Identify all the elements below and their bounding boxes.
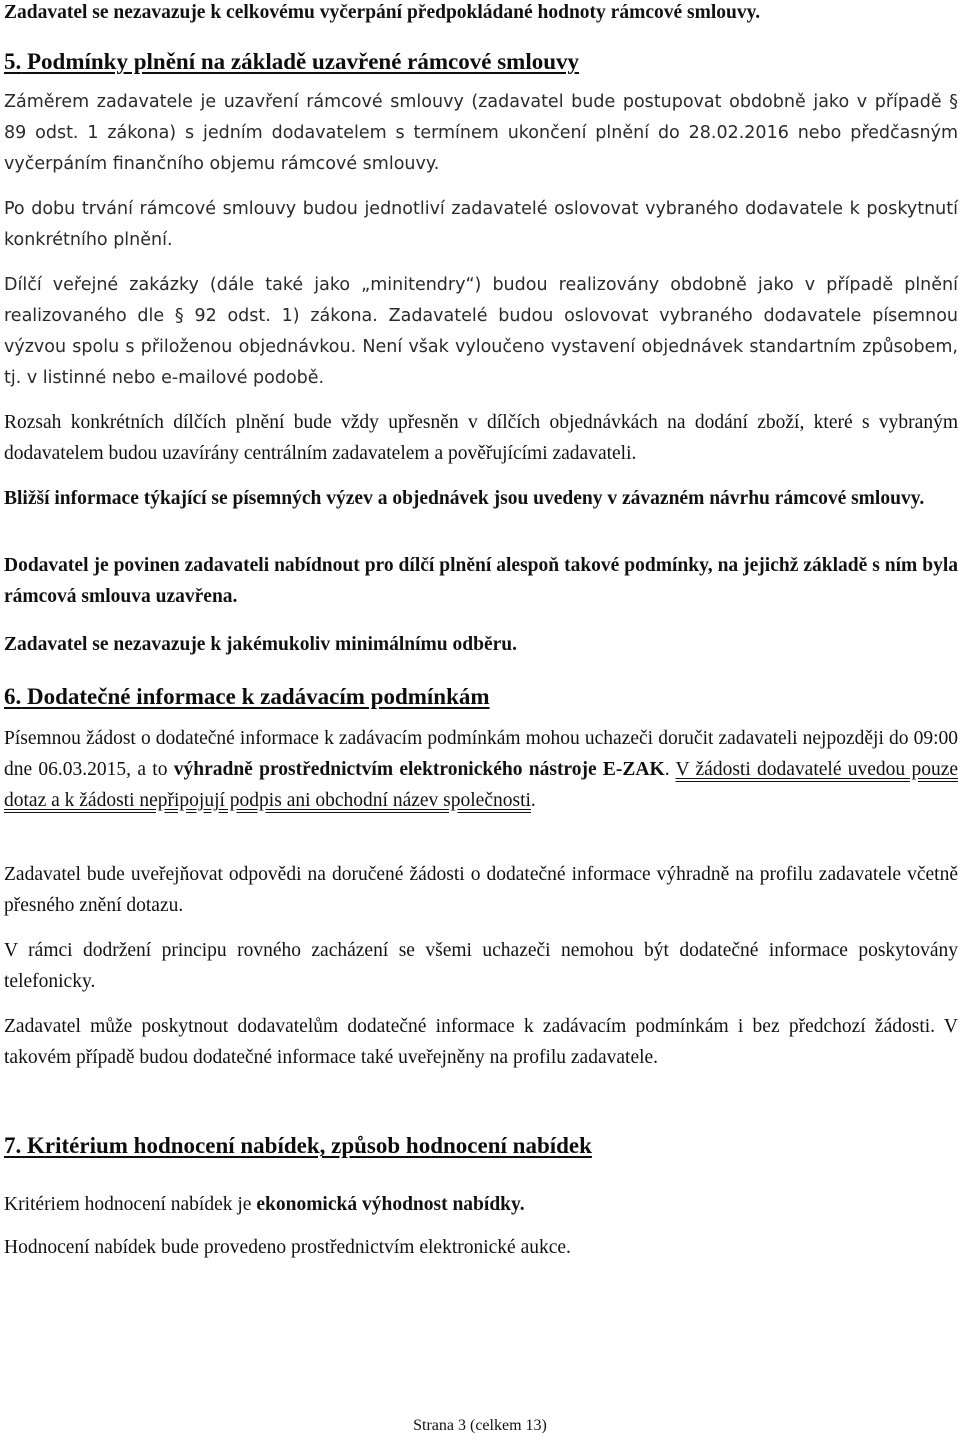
- section-7-paragraph-1: [4, 1189, 958, 1220]
- section-6-paragraph-2: Zadavatel bude uveřejňovat odpovědi na doručené žádosti o dodatečné informace výhradně na profilu zadavatele včetně přesného znění dotazu.: [4, 864, 958, 916]
- section-7-title: Kritérium hodnocení nabídek, způsob hodnocení nabídek: [27, 1133, 592, 1158]
- section-7-p1-bold: ekonomická výhodnost nabídky.: [256, 1194, 525, 1215]
- section-5-paragraph-5: Bližší informace týkající se písemných výzev a objednávek jsou uvedeny v závazném návrhu rámcové smlouvy.: [4, 488, 925, 509]
- section-7-heading: [4, 1131, 958, 1161]
- section-6-p1-end: .: [530, 790, 536, 811]
- section-6-title: Dodatečné informace k zadávacím podmínkám: [27, 684, 490, 709]
- section-6-p1-text: Písemnou žádost o dodatečné informace k zadávacím podmínkám mohou uchazeči doručit zadavateli nejpozději do 09:00 dne 06.03.2015, a to: [4, 728, 958, 780]
- page-number-footer: Strana 3 (celkem 13): [413, 1417, 547, 1434]
- section-5-title: Podmínky plnění na základě uzavřené rámcové smlouvy: [27, 49, 580, 74]
- section-5-paragraph-1: Záměrem zadavatele je uzavření rámcové smlouvy (zadavatel bude postupovat obdobně jako v případě § 89 odst. 1 zákona) s jedním dodavatelem s termínem ukončení plnění do 28.02.2016 nebo předčasným vyčerpáním finančního objemu rámcové smlouvy.: [4, 92, 958, 174]
- section-6-heading: [4, 682, 958, 712]
- section-7-number: 7.: [4, 1133, 22, 1158]
- section-6-number: 6.: [4, 684, 22, 709]
- section-5-number: 5.: [4, 49, 22, 74]
- closing-statement: Zadavatel se nezavazuje k celkovému vyčerpání předpokládané hodnoty rámcové smlouvy.: [4, 2, 761, 23]
- section-6-paragraph-4: Zadavatel může poskytnout dodavatelům dodatečné informace k zadávacím podmínkám i bez předchozí žádosti. V takovém případě budou dodatečné informace také uveřejněny na profilu zadavatele.: [4, 1016, 958, 1068]
- section-5-paragraph-7: Zadavatel se nezavazuje k jakémukoliv minimálnímu odběru.: [4, 634, 517, 655]
- section-6-p1-bold: výhradně prostřednictvím elektronického nástroje E-ZAK: [173, 759, 665, 780]
- section-6-p1-sep: .: [664, 759, 676, 780]
- section-5-paragraph-3: Dílčí veřejné zakázky (dále také jako „minitendry“) budou realizovány obdobně jako v případě plnění realizovaného dle § 92 odst. 1) zákona. Zadavatelé budou oslovovat vybraného dodavatele písemnou výzvou spolu s přiloženou objednávkou. Není však vyloučeno vystavení objednávek standartním způsobem, tj. v listinné nebo e-mailové podobě.: [4, 275, 958, 388]
- section-5-paragraph-6: Dodavatel je povinen zadavateli nabídnout pro dílčí plnění alespoň takové podmínky, na jejichž základě s ním byla rámcová smlouva uzavřena.: [4, 555, 958, 607]
- section-6-paragraph-1: [4, 723, 958, 816]
- section-6-paragraph-3: V rámci dodržení principu rovného zacházení se všemi uchazeči nemohou být dodatečné informace poskytovány telefonicky.: [4, 940, 958, 992]
- section-7-p1-text: Kritériem hodnocení nabídek je: [4, 1194, 257, 1215]
- section-5-paragraph-2: Po dobu trvání rámcové smlouvy budou jednotliví zadavatelé oslovovat vybraného dodavatele k poskytnutí konkrétního plnění.: [4, 199, 958, 250]
- section-5-heading: [4, 47, 958, 77]
- section-6-p1-underlined: V žádosti dodavatelé uvedou pouze dotaz a k žádosti nepřipojují podpis ani obchodní název společnosti: [4, 759, 959, 811]
- section-5-paragraph-4: Rozsah konkrétních dílčích plnění bude vždy upřesněn v dílčích objednávkách na dodání zboží, které s vybraným dodavatelem budou uzavírány centrálním zadavatelem a pověřujícími zadavateli.: [4, 412, 958, 464]
- section-7-paragraph-2: Hodnocení nabídek bude provedeno prostřednictvím elektronické aukce.: [4, 1237, 571, 1258]
